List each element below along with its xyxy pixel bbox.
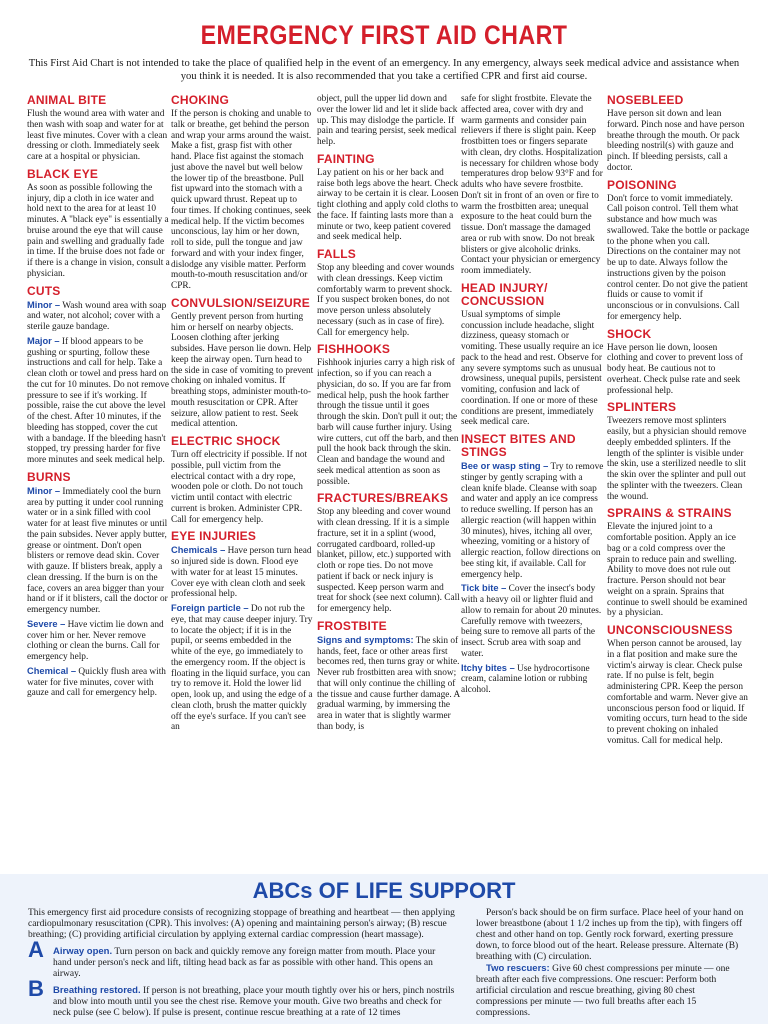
chart-column-3 — [317, 94, 460, 738]
aid-section — [171, 297, 314, 430]
section-paragraph — [317, 168, 460, 243]
section-heading: FRACTURES/BREAKS — [317, 491, 449, 506]
section-heading: POISONING — [607, 177, 677, 192]
aid-section — [317, 248, 460, 338]
abc-letter: A — [28, 937, 44, 962]
chart-column-2 — [171, 94, 314, 738]
aid-section — [607, 401, 750, 502]
section-heading: SPRAINS & STRAINS — [607, 506, 732, 521]
aid-section — [317, 153, 460, 243]
paragraph-text: As soon as possible following the injury, dip a cloth in ice water and hold next to the area for at least 10 minutes. A "black eye" is essentially a bruise around the eye that will cause pain and swelling and gradually fade in time. If the bruise does not fade or if there is a change in vision, consult a physician. — [27, 182, 170, 279]
subheading-label: Tick bite – — [461, 583, 507, 594]
section-heading: FROSTBITE — [317, 618, 387, 633]
aid-section — [607, 328, 750, 397]
section-paragraph — [461, 94, 604, 277]
section-heading: CONVULSION/SEIZURE — [171, 295, 310, 310]
section-paragraph — [171, 312, 314, 430]
section-heading: FALLS — [317, 247, 356, 261]
subheading-label: Minor – — [27, 299, 61, 310]
paragraph-text: Usual symptoms of simple concussion include headache, slight dizziness, queasy stomach or vomiting. These usually require an ice pack to the head and rest. Observe for any severe symptoms such as unusual drowsiness, unequal pupils, persistent vomiting, confusion and lack of coordination. If one or more of these conditions are present, immediately seek medical care. — [461, 309, 604, 428]
section-paragraph — [461, 461, 604, 580]
section-paragraph — [317, 507, 460, 615]
paragraph-text: safe for slight frostbite. Elevate the affected area, cover with dry and warm garments and consider pain relievers if there is slight pain. Keep frostbitten toes or fingers separate with clean, dry cloths. Hospitalization is necessary for children whose body temperatures drop below 93°F and for adults who have severe frostbite. Don't sit in front of an oven or fire to warm the frostbitten area; unequal exposure to the heat could burn the tissue. Don't massage the damaged area or rub with snow. Do not break blisters or give alcoholic drinks. Contact your physician or emergency room immediately. — [461, 94, 603, 276]
subheading-label: Chemical – — [27, 665, 77, 676]
aid-section — [461, 433, 604, 696]
abc-right-text: Give 60 chest compressions per minute — one breath after each five compressions. One rescuer: Perform both artificial circulation and rescue breathing, giving 80 chest compressions per minute — two full breaths after each 15 compressions. — [476, 964, 730, 1018]
aid-section — [171, 530, 314, 733]
paragraph-text: If the person is choking and unable to talk or breathe, get behind the person and wrap your arms around the waist. Make a fist, grasp fist with other hand. Place fist against the stomach just above the navel but well below the lower tip of the breastbone. Pull fist upward into the stomach with a quick upward thrust. Repeat up to four times. If choking continues, seek medical help. If the victim becomes unconscious, lay him or her down, roll to side, pull the tongue and jaw forward and with your index finger, dislodge any visible matter. Perform mouth-to-mouth resuscitation and/or CPR. — [171, 109, 312, 291]
section-paragraph — [607, 522, 750, 619]
section-heading: UNCONSCIOUSNESS — [607, 623, 733, 637]
aid-section — [27, 168, 170, 280]
section-heading: CUTS — [27, 283, 61, 298]
section-heading: SHOCK — [607, 326, 652, 341]
paragraph-text: Try to remove stinger by gently scraping with a clean knife blade. Cleanse with soap and water and apply an ice compress to reduce swelling. If person has an allergic reaction (will happen within 30 minutes), hives, itching all over, wheezing, vomiting or a history of allergic reaction, follow directions on bee sting kit, if available. Call for emergency help. — [461, 462, 604, 580]
section-paragraph — [317, 263, 460, 338]
abc-item-label: Breathing restored. — [53, 985, 141, 996]
section-heading: SPLINTERS — [607, 400, 677, 415]
subheading-label: Severe – — [27, 618, 66, 629]
aid-section — [607, 94, 750, 174]
abc-left-column — [28, 908, 456, 1019]
page-title: EMERGENCY FIRST AID CHART — [200, 20, 568, 50]
abc-right-label: Two rescuers: — [486, 963, 550, 974]
paragraph-text: Do not rub the eye, that may cause deeper injury. Try to locate the object; if it is in the pupil, or seems embedded in the white of the eye, go immediately to the emergency room. If the object is floating in the liquid surface, you can try to remove it. Hold the lower lid open, look up, and using the edge of a clean cloth, brush the matter quickly off the eye's surface. If you can't see an — [171, 604, 313, 733]
aid-section — [317, 94, 460, 148]
section-paragraph — [461, 310, 604, 428]
section-paragraph — [27, 619, 170, 663]
subheading-label: Major – — [27, 335, 60, 346]
section-paragraph — [27, 300, 170, 333]
aid-section — [27, 285, 170, 466]
paragraph-text: Quickly flush area with water for five minutes, cover with gauze and call for emergency help. — [27, 666, 166, 699]
abc-item-b — [28, 976, 456, 1019]
subheading-label: Chemicals – — [171, 545, 226, 556]
section-paragraph — [607, 109, 750, 174]
subheading-label: Foreign particle – — [171, 603, 249, 613]
section-paragraph — [607, 194, 750, 323]
aid-section — [317, 343, 460, 487]
section-paragraph — [461, 583, 604, 659]
aid-section — [171, 435, 314, 525]
section-heading: CHOKING — [171, 93, 230, 107]
section-heading: EYE INJURIES — [171, 529, 257, 544]
subheading-label: Signs and symptoms: — [317, 634, 414, 645]
chart-column-5 — [607, 94, 750, 752]
chart-column-4 — [461, 94, 604, 701]
aid-section — [607, 624, 750, 747]
section-paragraph — [317, 635, 460, 733]
paragraph-text: Turn off electricity if possible. If not possible, pull victim from the electrical contact with a dry rope, wooden pole or cloth. Do not touch victim until contact with electric current is broken. Administer CPR. Call for emergency help. — [171, 450, 308, 525]
paragraph-text: Fishhook injuries carry a high risk of infection, so if you can reach a physician, do so. If you are far from medical help, push the hook farther through the tissue until it goes through the skin. Don't pull it out; the barb will cause further injury. Using wire cutters, cut off the barb, and then pull the hook back through the skin. Clean and bandage the wound and seek medical attention as soon as possible. — [317, 358, 459, 487]
paragraph-text: Have person sit down and lean forward. Pinch nose and have person breathe through the mouth. Or pack bleeding nostril(s) with gauze and pinch. If bleeding persists, call a doctor. — [607, 109, 745, 173]
paragraph-text: Use hydrocortisone cream, calamine lotion or rubbing alcohol. — [461, 663, 590, 695]
section-heading: FAINTING — [317, 151, 375, 166]
section-heading: INSECT BITES AND STINGS — [461, 432, 576, 459]
paragraph-text: Stop any bleeding and cover wounds with clean dressings. Keep victim comfortably warm to prevent shock. If you suspect broken bones, do not move person unless absolutely necessary (such as in case of fire). Call for emergency help. — [317, 263, 455, 338]
paragraph-text: The skin of hands, feet, face or other areas first becomes red, then turns gray or white. Never rub frostbitten area with snow; that will only continue the chilling of the tissue and cause further damage. A gradual warming, by immersing the area in water that is slightly warmer than body, is — [317, 635, 460, 732]
abc-item-text: Turn person on back and quickly remove any foreign matter from mouth. Place your hand under person's neck and lift, tilting head back as far as possible with other hand. This opens an airway. — [53, 947, 436, 979]
section-paragraph — [607, 343, 750, 397]
aid-section — [607, 507, 750, 619]
section-heading: BURNS — [27, 469, 71, 484]
paragraph-text: Have person lie down, loosen clothing and cover to prevent loss of body heat. Be cautious not to overheat. Check pulse rate and seek professional help. — [607, 342, 743, 396]
section-paragraph — [317, 94, 460, 148]
paragraph-text: Flush the wound area with water and then wash with soap and water for at least five minutes. Cover with a clean dressing or cloth. Immediately seek care at a hospital or physician. — [27, 109, 168, 162]
paragraph-text: When person cannot be aroused, lay in a flat position and make sure the victim's airway is clear. Check pulse rate. If no pulse is felt, begin administering CPR. Keep the person comfortable and warm. Never give an unconscious person food or liquid. If vomiting occurs, turn head to the side to prevent choking on inhaled vomitus. Call for medical help. — [607, 639, 748, 746]
section-paragraph — [27, 183, 170, 280]
aid-section — [171, 94, 314, 292]
aid-section — [461, 282, 604, 428]
subheading-label: Itchy bites – — [461, 662, 515, 673]
abc-right-para: Person's back should be on firm surface. Place heel of your hand on lower breastbone (about 1 1/2 inches up from the tip), with fingers off chest and other hand on top. Gently rock forward, exerting pressure down, to force blood out of the heart. Release pressure. Alternate (B) breathing with (C) circulation. — [476, 908, 744, 962]
paragraph-text: Elevate the injured joint to a comfortable position. Apply an ice bag or a cold compress over the sprain to reduce pain and swelling. Ability to move does not rule out fracture. Person should not bear weight on a sprain. Sprains that continue to swell should be examined by a physician. — [607, 522, 748, 619]
section-paragraph — [171, 545, 314, 600]
paragraph-text: Cover the insect's body with a heavy oil or lighter fluid and allow to remain for about 20 minutes. Carefully remove with tweezers, being sure to remove all parts of the insect. Scrub area with soap and water. — [461, 584, 602, 659]
paragraph-text: Gently prevent person from hurting him or herself on nearby objects. Loosen clothing after jerking subsides. Have person lie down. Help keep the airway open. Turn head to the side in case of vomiting to prevent choking on inhaled vomitus. If breathing stops, administer mouth-to-mouth resuscitation or CPR. After seizure, allow patient to rest. Seek medical attention. — [171, 311, 314, 430]
section-heading: ELECTRIC SHOCK — [171, 434, 281, 448]
aid-section — [607, 179, 750, 323]
paragraph-text: Wash wound area with soap and water, not alcohol; cover with a sterile gauze bandage. — [27, 300, 167, 332]
abc-right-para — [476, 963, 746, 1019]
paragraph-text: Don't force to vomit immediately. Call poison control. Tell them what substance and how much was swallowed. Take the bottle or package to the phone when you call. Directions on the container may not be up to date. Always follow the instructions given by the poison control center. Do not give the patient fluids or cause to vomit if unconscious or in convulsions. Call for emergency help. — [607, 193, 750, 322]
paragraph-text: If blood appears to be gushing or spurting, follow these instructions and call for help. Take a clean cloth or towel and press hard on the cut for 10 minutes. Do not remove pressure to see if it's working. If possible, raise the cut above the level of the chest. After 10 minutes, if the bleeding has stopped, cover the cut with a bandage. If the bleeding hasn't stopped, try pressing harder for five more minutes and seek medical help. — [27, 336, 170, 465]
paragraph-text: Stop any bleeding and cover wound with clean dressing. If it is a simple fracture, set it in a splint (wood, corrugated cardboard, rolled-up blanket, pillow, etc.) supported with cloth or rope ties. Do not move patient if back or neck injury is suspected. Keep person warm and treat for shock (see next column). Call for emergency help. — [317, 507, 460, 614]
section-paragraph — [27, 666, 170, 699]
section-paragraph — [27, 486, 170, 616]
paragraph-text: Lay patient on his or her back and raise both legs above the heart. Check airway to be certain it is clear. Loosen tight clothing and apply cold cloths to the face. If fainting lasts more than a minute or two, keep patient covered and seek medical help. — [317, 167, 459, 243]
section-heading: BLACK EYE — [27, 166, 99, 181]
paragraph-text: Immediately cool the burn area by putting it under cool running water or in a sink filled with cool water for at least five minutes or until the pain subsides. Never apply butter, grease or ointment. Don't open blisters or remove dead skin. Cover with gauze. If blisters break, apply a clean dressing. If the burn is on the face, covers an area bigger than your hand or if it blisters, call the doctor or emergency number. — [27, 486, 168, 615]
section-paragraph — [27, 336, 170, 466]
section-paragraph — [171, 450, 314, 525]
subheading-label: Bee or wasp sting – — [461, 461, 549, 471]
paragraph-text: Tweezers remove most splinters easily, but a physician should remove deeply embedded splinters. If the length of the splinter is visible under the skin, use a sterilized needle to slit the skin over the splinter and pull out the splinter with the tweezers. Clean the wound. — [607, 416, 747, 502]
abc-item-label: Airway open. — [53, 946, 113, 957]
abc-letter: B — [28, 976, 44, 1001]
section-paragraph — [607, 416, 750, 502]
paragraph-text: Have victim lie down and cover him or her. Never remove clothing or clean the burns. Call for emergency help. — [27, 619, 164, 662]
section-paragraph — [27, 109, 170, 163]
aid-section — [461, 94, 604, 277]
section-heading: NOSEBLEED — [607, 93, 684, 107]
abc-intro: This emergency first aid procedure consists of recognizing stoppage of breathing and heartbeat — then applying cardiopulmonary resuscitation (CPR). This involves: (A) opening and maintaining person's airway; (B) rescue breathing; (C) providing artificial circulation by applying external cardiac compression (heart massage). — [28, 908, 455, 940]
section-paragraph — [607, 639, 750, 747]
section-heading: ANIMAL BITE — [27, 93, 107, 107]
abc-item-text: If person is not breathing, place your mouth tightly over his or hers, pinch nostrils and blow into mouth until you see the chest rise. Remove your mouth. Give two breaths and check for neck pulse (see C below). If pulse is present, continue rescue breathing at a rate of 12 times — [53, 986, 455, 1018]
aid-section — [317, 620, 460, 733]
aid-section — [317, 492, 460, 615]
section-heading: FISHHOOKS — [317, 342, 391, 357]
aid-section — [27, 94, 170, 163]
section-paragraph — [171, 109, 314, 292]
section-paragraph — [317, 358, 460, 487]
abc-right-column — [476, 908, 746, 1019]
abc-title: ABCs OF LIFE SUPPORT — [252, 878, 516, 903]
section-paragraph — [171, 603, 314, 733]
chart-column-1 — [27, 94, 170, 704]
aid-section — [27, 471, 170, 699]
section-paragraph — [461, 663, 604, 696]
paragraph-text: object, pull the upper lid down and over the lower lid and let it slide back up. This may dislodge the particle. If pain and tearing persist, seek medical help. — [317, 94, 458, 147]
abc-item-a — [28, 937, 456, 980]
subheading-label: Minor – — [27, 485, 61, 496]
paragraph-text: Have person turn head so injured side is down. Flood eye with water for at least 15 minutes. Cover eye with clean cloth and seek professional help. — [171, 546, 312, 600]
intro-text: This First Aid Chart is not intended to take the place of qualified help in the event of an emergency. In any emergency, always seek medical advice and assistance when you think it is needed. It is also recommended that you take a certified CPR and first aid course. — [28, 58, 740, 82]
section-heading: HEAD INJURY/ CONCUSSION — [461, 280, 548, 308]
